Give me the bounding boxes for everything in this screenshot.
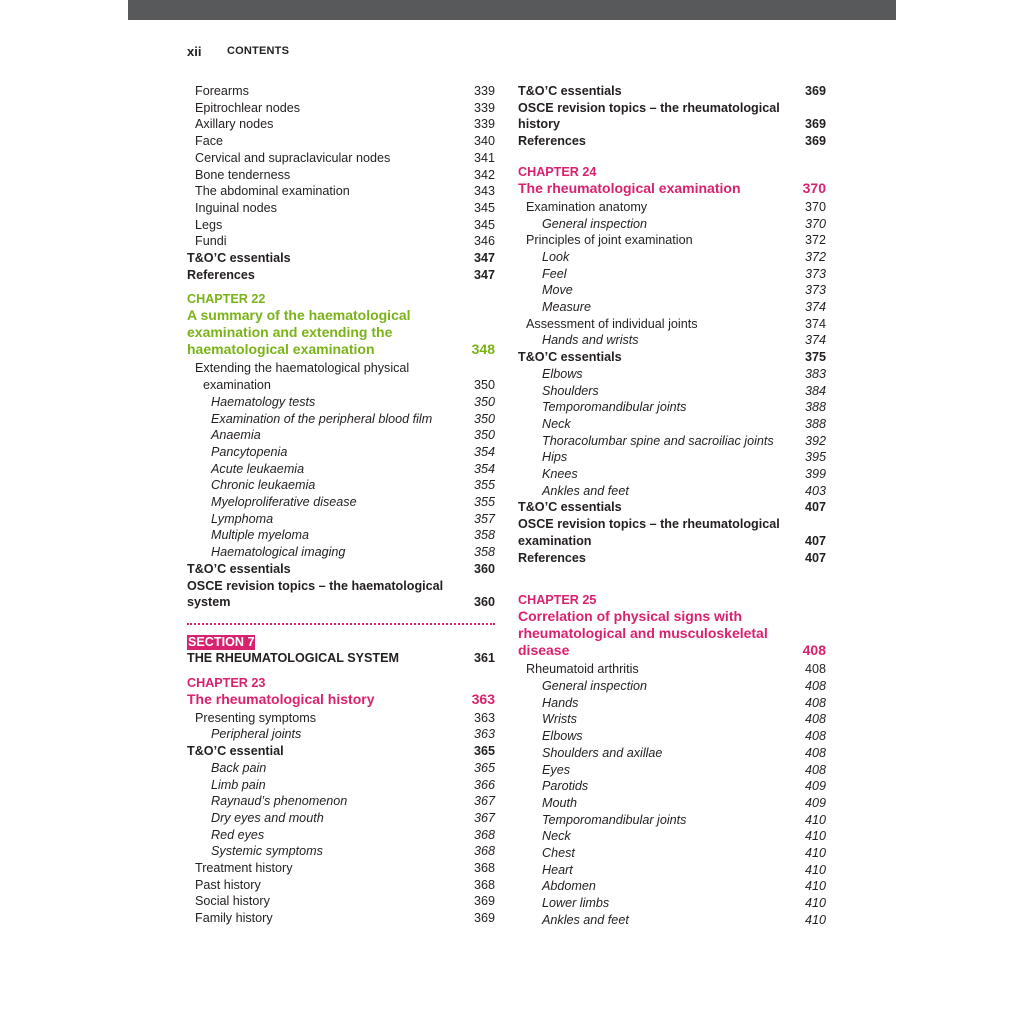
entry-page: 410 [804, 862, 826, 877]
toc-entry[interactable] [518, 416, 826, 433]
entry-page: 410 [804, 812, 826, 827]
toc-entry[interactable] [518, 332, 826, 349]
entry-title: Peripheral joints [211, 727, 302, 742]
entry-title: Multiple myeloma [211, 528, 309, 543]
entry-title: Anaemia [211, 428, 261, 443]
entry-page: 410 [804, 912, 826, 927]
entry-page: 373 [804, 266, 826, 281]
entry-page: 392 [804, 433, 826, 448]
toc-entry[interactable] [518, 695, 826, 712]
toc-entry[interactable] [518, 862, 826, 879]
toc-entry[interactable] [187, 133, 495, 150]
entry-title: Examination anatomy [526, 199, 648, 214]
entry-page: 374 [804, 333, 826, 348]
toc-entry[interactable] [187, 217, 495, 234]
toc-group [187, 561, 495, 611]
toc-entry[interactable] [518, 516, 826, 549]
toc-entry[interactable] [518, 845, 826, 862]
entry-title: Hands and wrists [542, 333, 639, 348]
entry-title: Family history [195, 911, 273, 926]
toc-entry[interactable] [187, 411, 495, 428]
chapter-22-title[interactable] [187, 307, 495, 358]
toc-entry[interactable] [187, 83, 495, 100]
entry-title: Systemic symptoms [211, 844, 323, 859]
entry-title: Extending the haematological physical examination [195, 361, 410, 393]
entry-title: Treatment history [195, 861, 293, 876]
toc-entry[interactable] [187, 843, 495, 860]
entry-title: Ankles and feet [542, 483, 629, 498]
chapter-22-label: CHAPTER 22 [187, 292, 266, 307]
entry-title: Chronic leukaemia [211, 478, 316, 493]
entry-page: 342 [473, 167, 495, 182]
entry-title: Parotids [542, 779, 589, 794]
toc-entry[interactable] [187, 444, 495, 461]
toc-entry[interactable] [187, 726, 495, 743]
entry-page: 408 [804, 762, 826, 777]
toc-entry[interactable] [187, 150, 495, 167]
entry-title: Eyes [542, 762, 570, 777]
entry-title: Ankles and feet [542, 912, 629, 927]
toc-entry[interactable] [187, 233, 495, 250]
toc-entry[interactable] [518, 83, 826, 100]
toc-entry[interactable] [518, 449, 826, 466]
toc-entry[interactable] [518, 550, 826, 567]
toc-group [518, 678, 826, 929]
entry-page: 363 [473, 710, 495, 725]
entry-page: 358 [473, 545, 495, 560]
toc-entry[interactable] [187, 810, 495, 827]
chapter-page: 408 [802, 642, 826, 659]
entry-page: 399 [804, 467, 826, 482]
entry-page: 354 [473, 444, 495, 459]
toc-entry[interactable] [187, 183, 495, 200]
entry-page: 373 [804, 283, 826, 298]
entry-title: The abdominal examination [195, 184, 350, 199]
entry-page: 408 [804, 712, 826, 727]
entry-title: Bone tenderness [195, 167, 291, 182]
entry-page: 347 [473, 267, 495, 282]
toc-entry[interactable] [518, 282, 826, 299]
entry-title: References [518, 134, 586, 149]
entry-page: 355 [473, 478, 495, 493]
entry-page: 360 [473, 561, 495, 576]
toc-entry[interactable] [518, 299, 826, 316]
entry-title: General inspection [542, 678, 648, 693]
toc-entry[interactable] [187, 860, 495, 877]
entry-page: 409 [804, 779, 826, 794]
chapter-23-title[interactable] [187, 691, 495, 708]
entry-title: Cervical and supraclavicular nodes [195, 150, 391, 165]
chapter-title-text: The rheumatological examination [518, 179, 741, 196]
entry-page: 355 [473, 495, 495, 510]
entry-page: 383 [804, 366, 826, 381]
toc-entry[interactable] [518, 232, 826, 249]
chapter-title-text: A summary of the haematological examination and extending the haematological examination [187, 307, 411, 358]
entry-title: References [187, 267, 255, 282]
chapter-title-text: Correlation of physical signs with rheumatological and musculoskeletal disease [518, 608, 768, 659]
entry-page: 339 [473, 117, 495, 132]
entry-title: Hands [542, 695, 579, 710]
entry-page: 374 [804, 300, 826, 315]
chapter-page: 348 [471, 341, 495, 358]
entry-title: Elbows [542, 366, 583, 381]
entry-page: 339 [473, 100, 495, 115]
entry-title: Raynaud’s phenomenon [211, 794, 348, 809]
toc-group [518, 332, 826, 349]
entry-page: 350 [473, 394, 495, 409]
toc-entry[interactable] [187, 116, 495, 133]
toc-entry[interactable] [187, 910, 495, 927]
entry-page: 358 [473, 528, 495, 543]
entry-page: 407 [804, 533, 826, 548]
entry-title: Heart [542, 862, 573, 877]
toc-entry[interactable] [518, 266, 826, 283]
entry-title: Neck [542, 416, 571, 431]
toc-entry[interactable] [518, 349, 826, 366]
right-column [518, 83, 826, 929]
entry-page: 365 [473, 744, 495, 759]
entry-title: Past history [195, 877, 261, 892]
entry-title: Epitrochlear nodes [195, 100, 301, 115]
toc-entry[interactable] [518, 678, 826, 695]
toc-entry[interactable] [187, 167, 495, 184]
toc-entry[interactable] [187, 494, 495, 511]
entry-page: 366 [473, 777, 495, 792]
entry-page: 374 [804, 316, 826, 331]
left-column [187, 83, 495, 927]
entry-page: 350 [473, 378, 495, 393]
entry-title: Shoulders [542, 383, 599, 398]
entry-page: 369 [473, 894, 495, 909]
toc-entry[interactable] [187, 877, 495, 894]
entry-title: Move [542, 283, 573, 298]
entry-page: 408 [804, 745, 826, 760]
toc-group [187, 760, 495, 860]
toc-group [518, 216, 826, 233]
toc-entry[interactable] [518, 366, 826, 383]
entry-page: 403 [804, 483, 826, 498]
toc-entry[interactable] [187, 394, 495, 411]
entry-title: Dry eyes and mouth [211, 810, 324, 825]
toc-entry[interactable] [187, 544, 495, 561]
entry-title: Pancytopenia [211, 444, 288, 459]
toc-entry[interactable] [187, 250, 495, 267]
entry-title: Social history [195, 894, 270, 909]
toc-entry[interactable] [518, 466, 826, 483]
toc-entry[interactable] [518, 728, 826, 745]
entry-title: OSCE revision topics – the rheumatological examination [518, 517, 780, 548]
toc-entry[interactable] [518, 316, 826, 333]
chapter-title-text: The rheumatological history [187, 690, 375, 707]
entry-title: Thoracolumbar spine and sacroiliac joints [542, 433, 774, 448]
entry-title: Shoulders and axillae [542, 745, 663, 760]
entry-page: 410 [804, 896, 826, 911]
entry-page: 407 [804, 500, 826, 515]
toc-entry[interactable] [518, 216, 826, 233]
entry-page: 409 [804, 795, 826, 810]
toc-entry[interactable] [187, 360, 495, 393]
entry-page: 367 [473, 794, 495, 809]
toc-entry[interactable] [187, 100, 495, 117]
toc-group [518, 83, 826, 150]
entry-page: 370 [804, 216, 826, 231]
entry-title: Limb pain [211, 777, 266, 792]
entry-title: Back pain [211, 760, 267, 775]
entry-page: 410 [804, 829, 826, 844]
entry-title: Knees [542, 467, 578, 482]
entry-title: T&O’C essentials [187, 251, 291, 266]
entry-page: 343 [473, 184, 495, 199]
entry-title: Lymphoma [211, 511, 274, 526]
entry-title: Inguinal nodes [195, 200, 277, 215]
entry-title: T&O’C essentials [518, 500, 622, 515]
toc-entry[interactable] [187, 511, 495, 528]
entry-page: 363 [473, 727, 495, 742]
entry-page: 384 [804, 383, 826, 398]
toc-entry[interactable] [518, 795, 826, 812]
entry-title: General inspection [542, 216, 648, 231]
entry-title: Face [195, 134, 223, 149]
entry-title: Look [542, 249, 570, 264]
toc-entry[interactable] [518, 100, 826, 133]
toc-entry[interactable] [518, 433, 826, 450]
toc-entry[interactable] [187, 743, 495, 760]
entry-page: 350 [473, 428, 495, 443]
toc-group [518, 499, 826, 566]
entry-title: Mouth [542, 795, 578, 810]
entry-page: 357 [473, 511, 495, 526]
entry-title: References [518, 550, 586, 565]
toc-entry[interactable] [518, 711, 826, 728]
chapter-page: 370 [802, 179, 826, 196]
entry-page: 368 [473, 877, 495, 892]
entry-page: 360 [473, 595, 495, 610]
entry-title: T&O’C essentials [187, 561, 291, 576]
entry-title: OSCE revision topics – the rheumatological history [518, 100, 780, 132]
toc-entry[interactable] [187, 710, 495, 727]
toc-group [187, 860, 495, 927]
section-badge: SECTION 7 [188, 634, 255, 649]
entry-page: 369 [804, 134, 826, 149]
toc-entry[interactable] [187, 267, 495, 284]
toc-entry[interactable] [518, 828, 826, 845]
chapter-23-label: CHAPTER 23 [187, 675, 266, 690]
entry-title: Neck [542, 829, 571, 844]
entry-page: 370 [804, 199, 826, 214]
entry-page: 354 [473, 461, 495, 476]
toc-entry[interactable] [518, 133, 826, 150]
section-7-title[interactable] [187, 650, 495, 667]
toc-group [518, 366, 826, 500]
toc-entry[interactable] [518, 483, 826, 500]
entry-title: Rheumatoid arthritis [526, 662, 639, 677]
entry-title: T&O’C essential [187, 744, 284, 759]
entry-title: Myeloproliferative disease [211, 495, 357, 510]
entry-page: 372 [804, 233, 826, 248]
toc-entry[interactable] [187, 200, 495, 217]
entry-title: Haematology tests [211, 394, 316, 409]
entry-title: OSCE revision topics – the haematological system [187, 578, 444, 610]
toc-entry[interactable] [187, 578, 495, 611]
chapter-24-label: CHAPTER 24 [518, 164, 597, 179]
entry-page: 340 [473, 134, 495, 149]
entry-title: Abdomen [542, 879, 596, 894]
entry-page: 408 [804, 662, 826, 677]
entry-page: 407 [804, 550, 826, 565]
entry-title: Hips [542, 450, 568, 465]
contents-label: CONTENTS [227, 45, 290, 57]
entry-title: Elbows [542, 729, 583, 744]
chapter-25-label: CHAPTER 25 [518, 593, 597, 608]
entry-title: Chest [542, 846, 575, 861]
toc-group [187, 250, 495, 283]
entry-title: Red eyes [211, 827, 265, 842]
toc-entry[interactable] [518, 912, 826, 929]
toc-group [187, 394, 495, 561]
chapter-page: 363 [471, 690, 495, 707]
chapter-25-title[interactable] [518, 608, 826, 659]
entry-page: 345 [473, 217, 495, 232]
toc-entry[interactable] [518, 778, 826, 795]
toc-entry[interactable] [518, 399, 826, 416]
entry-page: 410 [804, 879, 826, 894]
entry-page: 367 [473, 810, 495, 825]
entry-title: Haematological imaging [211, 545, 346, 560]
entry-title: T&O’C essentials [518, 84, 622, 98]
toc-entry[interactable] [518, 878, 826, 895]
entry-title: Lower limbs [542, 896, 610, 911]
entry-page: 395 [804, 450, 826, 465]
entry-title: T&O’C essentials [518, 350, 622, 365]
entry-title: Temporomandibular joints [542, 400, 687, 415]
header-bar [128, 0, 896, 20]
toc-entry[interactable] [518, 383, 826, 400]
toc-entry[interactable] [518, 762, 826, 779]
entry-page: 408 [804, 729, 826, 744]
entry-page: 388 [804, 416, 826, 431]
toc-entry[interactable] [187, 893, 495, 910]
toc-entry[interactable] [518, 499, 826, 516]
entry-page: 365 [473, 760, 495, 775]
entry-page: 345 [473, 200, 495, 215]
toc-entry[interactable] [518, 249, 826, 266]
entry-page: 368 [473, 844, 495, 859]
entry-title: Principles of joint examination [526, 233, 693, 248]
toc-group [518, 249, 826, 316]
entry-page: 368 [473, 861, 495, 876]
toc-entry[interactable] [187, 561, 495, 578]
entry-title: Axillary nodes [195, 117, 274, 132]
entry-page: 372 [804, 249, 826, 264]
entry-page: 369 [804, 84, 826, 98]
toc-group [187, 83, 495, 250]
page-number: xii [187, 44, 202, 59]
toc-entry[interactable] [518, 812, 826, 829]
entry-title: Legs [195, 217, 223, 232]
entry-page: 369 [473, 911, 495, 926]
entry-page: 346 [473, 234, 495, 249]
entry-page: 369 [804, 117, 826, 132]
entry-page: 410 [804, 846, 826, 861]
toc-entry[interactable] [518, 661, 826, 678]
section-7-badge-row [187, 635, 495, 650]
entry-page: 388 [804, 400, 826, 415]
section-divider [187, 623, 495, 625]
entry-page: 408 [804, 695, 826, 710]
toc-entry[interactable] [518, 745, 826, 762]
toc-entry[interactable] [187, 760, 495, 777]
section-page: 361 [473, 650, 495, 665]
entry-title: Feel [542, 266, 567, 281]
entry-title: Forearms [195, 84, 249, 98]
entry-page: 368 [473, 827, 495, 842]
toc-entry[interactable] [518, 199, 826, 216]
toc-group [187, 360, 495, 393]
entry-page: 375 [804, 350, 826, 365]
entry-title: Presenting symptoms [195, 710, 317, 725]
toc-entry[interactable] [187, 477, 495, 494]
toc-entry[interactable] [187, 527, 495, 544]
entry-page: 350 [473, 411, 495, 426]
entry-title: Examination of the peripheral blood film [211, 411, 433, 426]
chapter-24-title[interactable] [518, 180, 826, 197]
toc-entry[interactable] [187, 427, 495, 444]
toc-entry[interactable] [187, 461, 495, 478]
toc-entry[interactable] [187, 793, 495, 810]
entry-page: 347 [473, 251, 495, 266]
entry-title: Fundi [195, 234, 227, 249]
toc-entry[interactable] [518, 895, 826, 912]
entry-title: Measure [542, 300, 591, 315]
entry-title: Temporomandibular joints [542, 812, 687, 827]
entry-page: 341 [473, 150, 495, 165]
toc-entry[interactable] [187, 777, 495, 794]
entry-title: Assessment of individual joints [526, 316, 698, 331]
entry-page: 339 [473, 84, 495, 98]
entry-title: Wrists [542, 712, 577, 727]
entry-title: Acute leukaemia [211, 461, 305, 476]
section-title-text: THE RHEUMATOLOGICAL SYSTEM [187, 650, 400, 665]
entry-page: 408 [804, 678, 826, 693]
toc-entry[interactable] [187, 827, 495, 844]
